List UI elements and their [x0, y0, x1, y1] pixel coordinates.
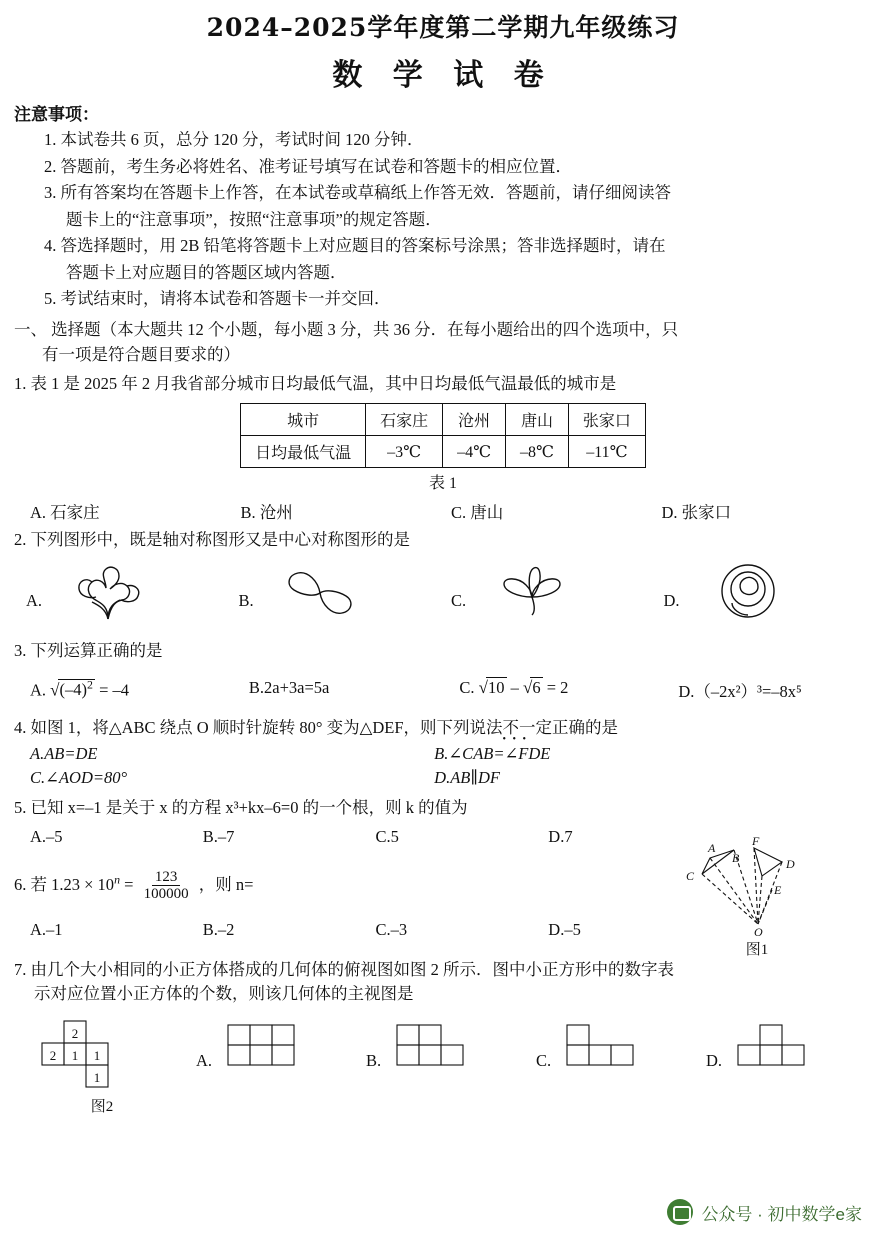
question-5-options: [30, 827, 721, 847]
table-row: [241, 404, 646, 436]
option-b[interactable]: B.–2: [202, 919, 235, 939]
notice-item-4: 4. 答选择题时，用 2B 铅笔将答题卡上对应题目的答案标号涂黑；答非选择题时，请在: [44, 236, 666, 256]
option-c-radicand-2: 6: [532, 677, 541, 697]
option-b[interactable]: B.∠CAB=∠FDE: [434, 744, 551, 764]
option-a-label: A.: [196, 1051, 213, 1071]
page-title-line1: 2024–2025学年度第二学期九年级练习: [206, 13, 680, 42]
top-view-grid-icon: [26, 1017, 136, 1095]
question-7-stem: [14, 958, 872, 1008]
figure-label-B: B: [732, 851, 740, 865]
option-a-label: A.: [26, 590, 43, 610]
question-1-table-caption: 表 1: [428, 475, 457, 493]
option-b[interactable]: [239, 557, 452, 627]
option-a[interactable]: [26, 557, 239, 627]
table-cell: 唐山: [506, 404, 569, 436]
figure-label-A: A: [708, 841, 716, 855]
table-row: [241, 436, 646, 468]
question-1-stem: 1. 表 1 是 2025 年 2 月我省部分城市日均最低气温，其中日均最低气温最低的城市是: [14, 374, 617, 394]
option-d[interactable]: D.7: [548, 827, 573, 847]
question-4-stem-pre: 4. 如图 1，将△ABC 绕点 O 顺时针旋转 80° 变为△DEF，则下列说法: [14, 717, 503, 737]
grid-number: 2: [71, 1026, 79, 1042]
notice-item-2: 2. 答题前，考生务必将姓名、准考证号填写在试卷和答题卡的相应位置．: [44, 156, 572, 176]
table-cell: –8℃: [506, 436, 569, 468]
option-d[interactable]: D.–5: [548, 919, 581, 939]
notice-item-1: 1. 本试卷共 6 页，总分 120 分，考试时间 120 分钟．: [44, 130, 424, 149]
option-b-label: B.: [366, 1051, 382, 1071]
option-c-label: C.: [451, 590, 467, 610]
spiral-circle-shape-icon: [686, 557, 806, 627]
option-c-minus: –: [510, 677, 519, 697]
option-d[interactable]: [664, 557, 877, 627]
table-cell: –3℃: [366, 436, 443, 468]
table-cell: 张家口: [568, 404, 645, 436]
question-6-equals: =: [124, 875, 134, 895]
option-a-suffix: = –4: [99, 680, 130, 700]
figure-label-O: O: [754, 925, 763, 938]
question-1-table: [240, 403, 646, 468]
grid-number: 1: [93, 1048, 101, 1064]
question-7-stem-line1: 7. 由几个大小相同的小正方体搭成的几何体的俯视图如图 2 所示．图中小正方形中的数字表: [14, 959, 674, 979]
notice-list: [44, 127, 870, 312]
figure-label-E: E: [774, 883, 782, 897]
option-c-radicand-1: 10: [488, 677, 505, 697]
option-a[interactable]: A.AB=DE: [30, 744, 98, 764]
sqrt-icon-2: √6: [523, 677, 541, 697]
section-1-heading: [14, 318, 872, 368]
three-petal-shape-icon: [472, 557, 592, 627]
table-cell: –4℃: [443, 436, 506, 468]
page-title-line2: 数 学 试 卷: [332, 58, 554, 93]
question-6-stem: [14, 869, 872, 904]
option-d[interactable]: D.AB∥DF: [434, 768, 500, 788]
question-4-options-row1: [30, 744, 872, 764]
table-cell: 日均最低气温: [241, 436, 366, 468]
option-d[interactable]: D.（–2x²）³=–8x⁵: [678, 681, 802, 701]
option-a[interactable]: A.–1: [30, 919, 63, 939]
question-7-stem-line2: 示对应位置小正方体的个数，则该几何体的主视图是: [34, 984, 414, 1004]
option-c[interactable]: [459, 678, 678, 702]
question-5-stem: 5. 已知 x=–1 是关于 x 的方程 x³+kx–6=0 的一个根，则 k 的值为: [14, 798, 468, 818]
sqrt-icon: √10: [478, 677, 505, 697]
question-4-stem: [14, 716, 872, 745]
exam-page: [0, 8, 886, 1243]
option-a[interactable]: A.–5: [30, 827, 63, 847]
dot-emphasis-icon: • • •: [502, 733, 529, 745]
table-cell: 城市: [241, 404, 366, 436]
option-c-suffix: = 2: [546, 677, 569, 697]
question-6-stem-pre: 6. 若 1.23 × 10: [14, 875, 115, 895]
front-view-d-icon: [730, 1017, 840, 1073]
fraction-denominator: 100000: [143, 886, 189, 903]
option-a-prefix: A.: [30, 680, 47, 700]
grid-number: 1: [93, 1070, 101, 1086]
question-2-figures: [26, 557, 876, 627]
option-b-label: B.: [238, 590, 254, 610]
two-petal-shape-icon: [260, 557, 380, 627]
option-d-label: D.: [663, 590, 680, 610]
option-b[interactable]: B.2a+3a=5a: [248, 677, 330, 697]
notice-item-5: 5. 考试结束时，请将本试卷和答题卡一并交回．: [44, 289, 391, 309]
option-d-label: D.: [706, 1051, 723, 1071]
option-a[interactable]: [196, 1017, 366, 1073]
question-1-options: [30, 499, 872, 523]
table-cell: 石家庄: [366, 404, 443, 436]
grid-number: 1: [71, 1048, 79, 1064]
figure-2-caption: 图2: [90, 1099, 114, 1116]
notice-heading: 注意事项：: [14, 105, 99, 124]
option-a[interactable]: [30, 678, 249, 702]
notice-item-4-cont: 答题卡上对应题目的答题区域内答题．: [66, 262, 347, 282]
section-1-desc: （本大题共 12 个小题，每小题 3 分，共 36 分．在每小题给出的四个选项中，只: [100, 319, 679, 339]
option-a-radicand-exp: 2: [87, 677, 93, 692]
grid-number: 2: [49, 1048, 57, 1064]
front-view-b-icon: [389, 1017, 499, 1073]
option-c-prefix: C.: [459, 677, 475, 697]
fraction: [141, 869, 192, 904]
clover-shape-icon: [48, 557, 168, 627]
question-4-stem-post: 正确的是: [552, 717, 618, 737]
table-cell: –11℃: [568, 436, 645, 468]
section-1-desc-cont: 有一项是符合题目要求的）: [42, 344, 240, 364]
option-b[interactable]: B. 沧州: [240, 503, 293, 523]
question-6-exponent: n: [114, 872, 120, 887]
question-7-figures: [26, 1017, 876, 1116]
option-c[interactable]: C.∠AOD=80°: [30, 768, 128, 788]
question-6-stem-post: ，则 n=: [198, 875, 254, 895]
section-1-label: 一、 选择题: [14, 319, 101, 339]
watermark: [667, 1199, 862, 1225]
question-3-stem: 3. 下列运算正确的是: [14, 640, 163, 660]
option-d[interactable]: D. 张家口: [661, 503, 732, 523]
figure-label-D: D: [786, 857, 795, 871]
front-view-a-icon: [220, 1017, 330, 1073]
option-b[interactable]: B.–7: [202, 827, 235, 847]
notice-item-3: 3. 所有答案均在答题卡上作答，在本试卷或草稿纸上作答无效．答题前，请仔细阅读答: [44, 183, 671, 203]
option-c[interactable]: C.5: [375, 827, 399, 847]
table-cell: 沧州: [443, 404, 506, 436]
notice-item-3-cont: 题卡上的“注意事项”，按照“注意事项”的规定答题．: [66, 209, 442, 229]
question-3-options: [30, 678, 872, 702]
figure-2: [26, 1017, 196, 1116]
question-4-options-row2: [30, 768, 872, 788]
sqrt-icon: $√(-4)^2$: [50, 677, 93, 700]
option-a-radicand: (–4): [59, 680, 88, 700]
question-4-emphasis: 不一定 • • •: [502, 717, 552, 745]
option-c[interactable]: C.–3: [375, 919, 408, 939]
option-c[interactable]: C. 唐山: [451, 503, 504, 523]
figure-label-F: F: [752, 834, 760, 848]
option-c[interactable]: [536, 1017, 706, 1073]
question-6-options: [30, 920, 721, 940]
option-c-label: C.: [536, 1051, 552, 1071]
front-view-c-icon: [559, 1017, 669, 1073]
option-a[interactable]: A. 石家庄: [30, 503, 100, 523]
figure-1-caption: 图1: [745, 942, 769, 958]
wechat-icon: [667, 1199, 693, 1225]
option-b[interactable]: [366, 1017, 536, 1073]
option-c[interactable]: [451, 557, 664, 627]
fraction-numerator: 123: [152, 869, 181, 886]
question-2-stem: 2. 下列图形中，既是轴对称图形又是中心对称图形的是: [14, 530, 410, 550]
option-d[interactable]: [706, 1017, 876, 1073]
figure-label-C: C: [686, 869, 695, 883]
watermark-text: 公众号 · 初中数学e家: [701, 1204, 862, 1224]
